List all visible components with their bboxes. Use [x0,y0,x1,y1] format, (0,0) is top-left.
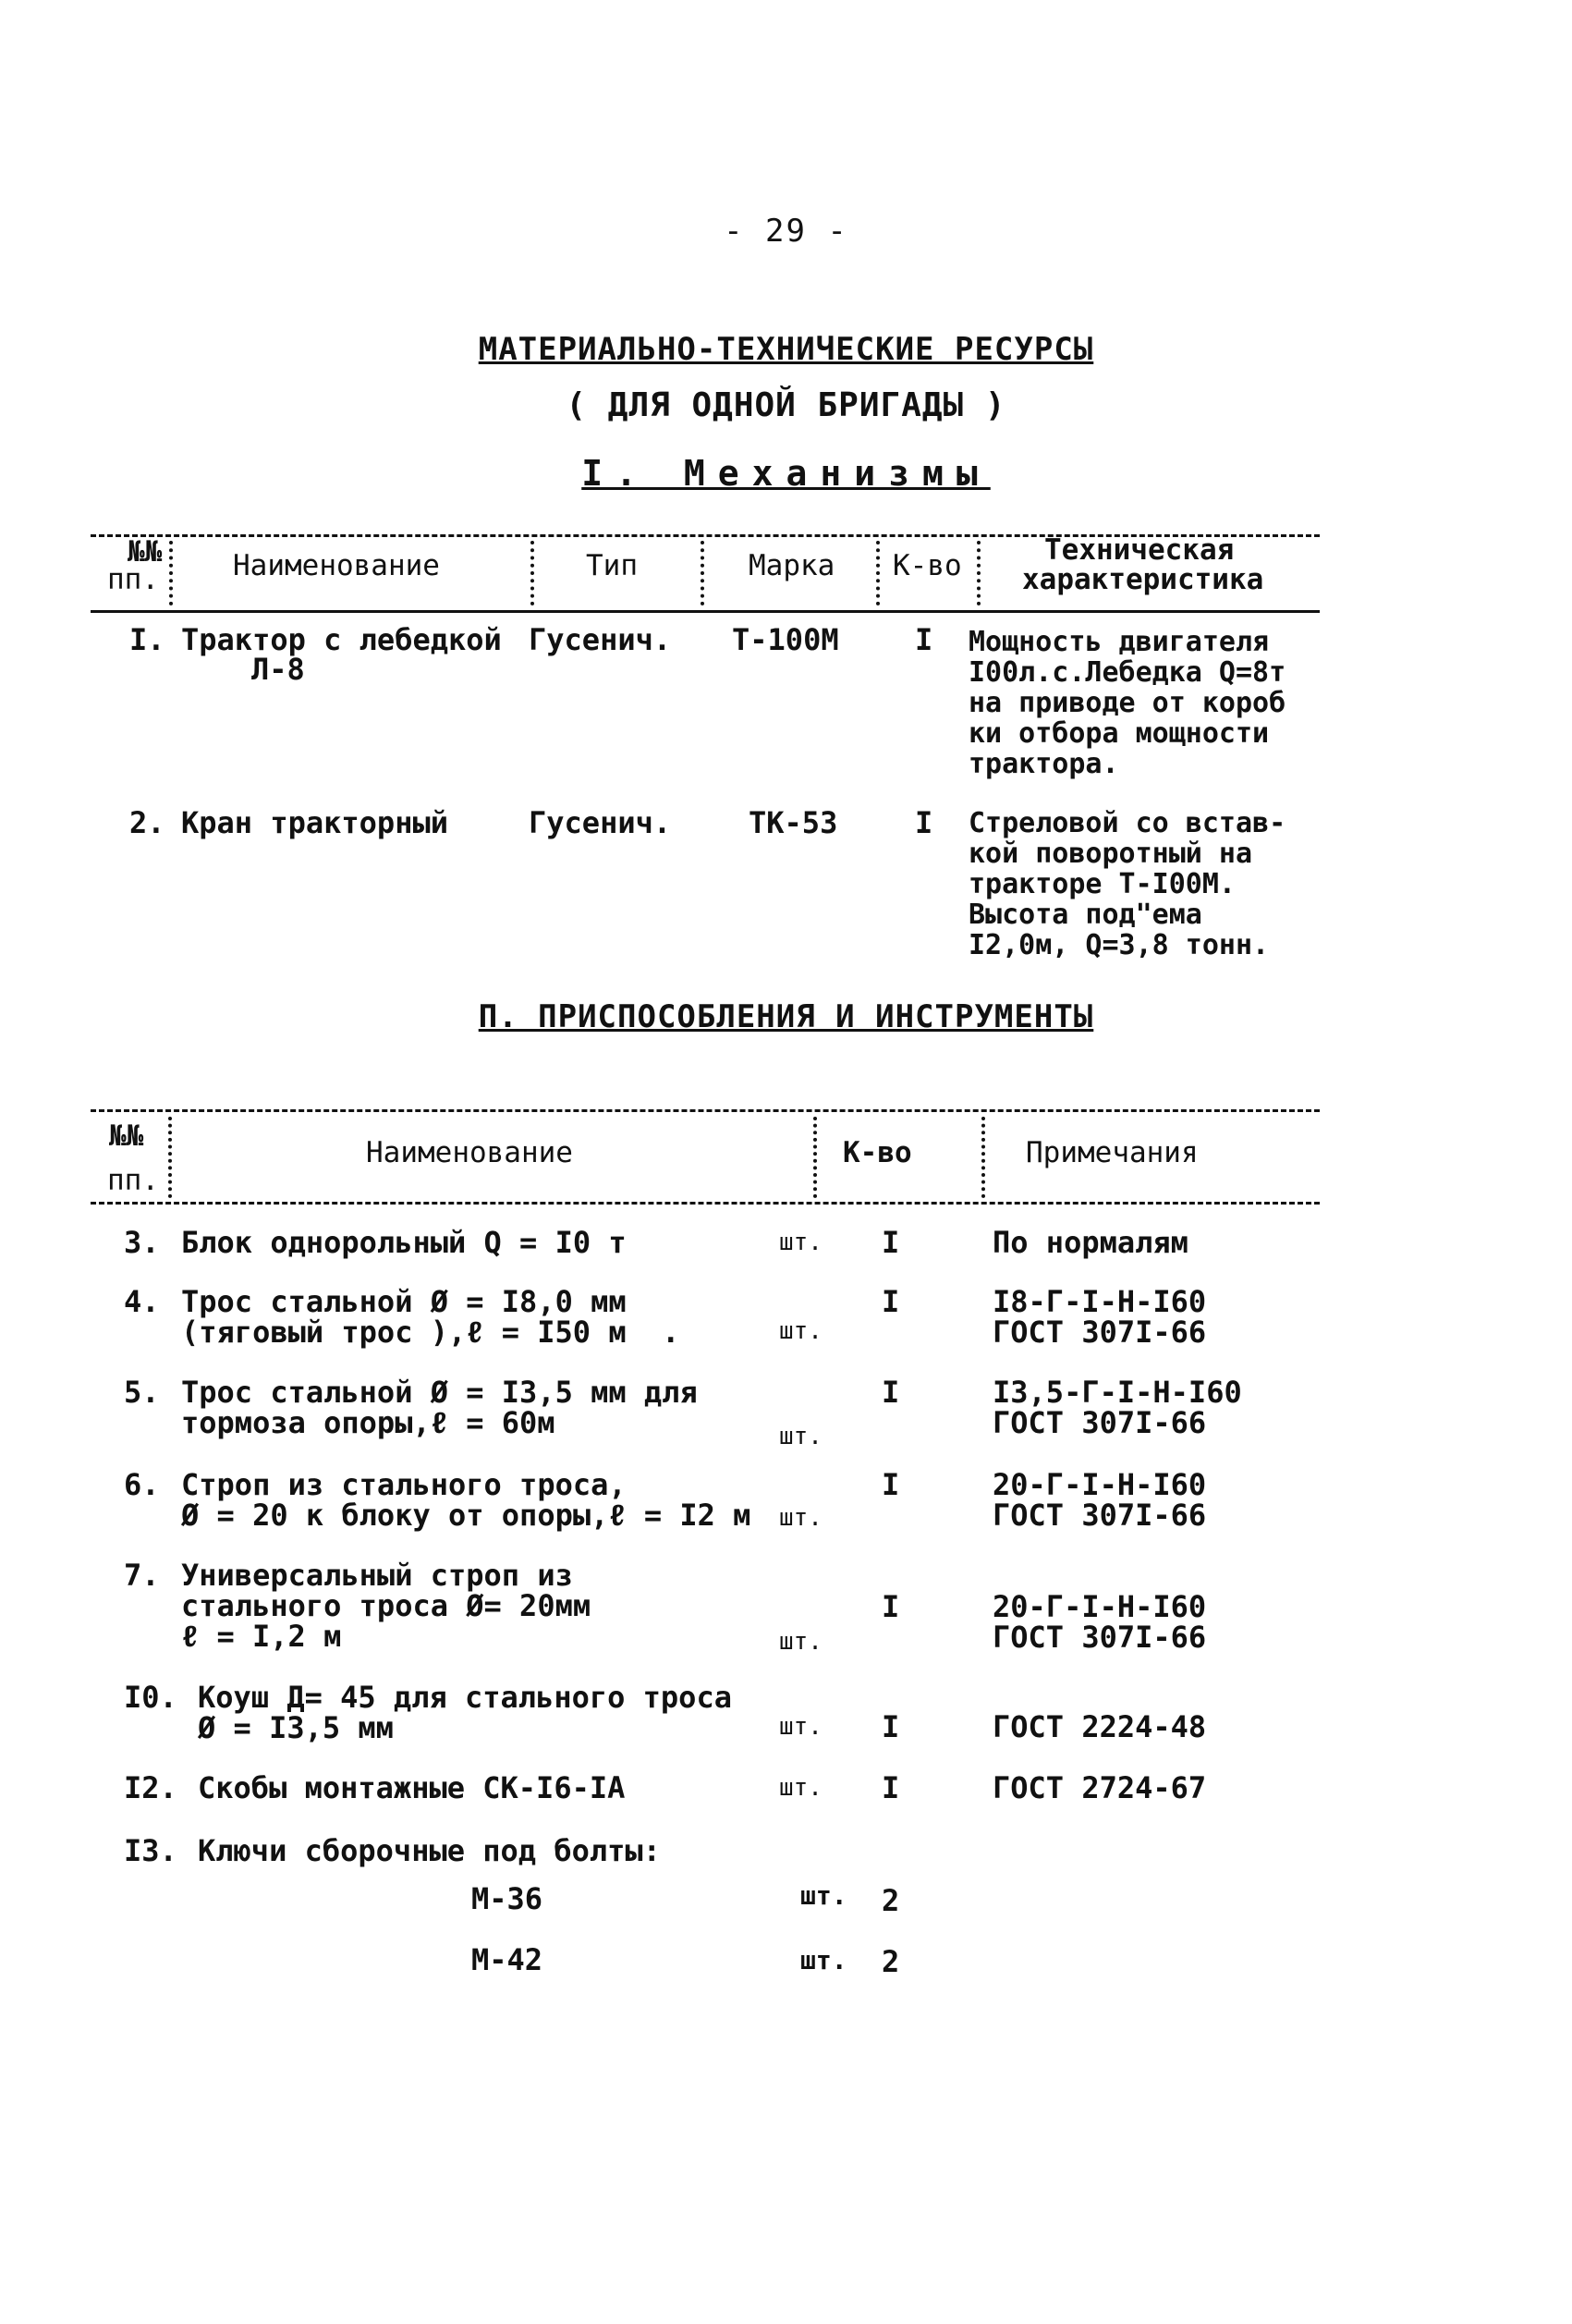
row-name: Коуш Д= 45 для стального троса Ø = I3,5 мм [198,1680,732,1745]
table2-top-rule [91,1109,1320,1112]
row-number: I. [129,622,165,657]
row-number: I0. [124,1680,177,1715]
row-unit: шт. [779,1317,823,1345]
row-note: 20-Г-I-Н-I60 ГОСТ 307I-66 [993,1589,1207,1655]
row-name-continued: Л-8 [251,652,305,687]
row-qty: I [882,1709,900,1744]
header-num-line1: №№ [128,535,163,569]
row-name: М-36 [471,1881,543,1916]
table1-col-separator [876,541,880,605]
row-unit: шт. [779,1229,823,1256]
section1-title: I. Механизмы [581,453,991,494]
header-num-line1: №№ [109,1119,144,1153]
row-qty: 2 [882,1944,900,1979]
row-unit: шт. [800,1945,847,1975]
row-type: Гусенич. [529,805,672,840]
row-name: Кран тракторный [181,805,448,840]
row-unit: шт. [800,1880,847,1911]
header-num-line2: пп. [107,563,159,596]
header-name: Наименование [233,549,440,582]
row-unit: шт. [779,1774,823,1802]
row-qty: I [882,1225,900,1260]
row-name: М-42 [471,1942,543,1977]
row-qty: 2 [882,1883,900,1918]
document-subtitle: ( ДЛЯ ОДНОЙ БРИГАДЫ ) [566,386,1006,424]
row-name: Строп из стального троса, Ø = 20 к блоку от опоры,ℓ = I2 м [181,1467,751,1533]
table2-col-separator [981,1117,985,1198]
row-unit: шт. [779,1628,823,1656]
header-tech-line1: Техническая [1044,533,1235,567]
row-name: Трактор с лебедкой [181,622,502,657]
row-number: 3. [124,1225,160,1260]
header-type: Тип [586,549,638,582]
row-note: I3,5-Г-I-Н-I60 ГОСТ 307I-66 [993,1375,1242,1440]
row-qty: I [882,1770,900,1805]
row-name: Универсальный строп из стального троса Ø= 20мм ℓ = I,2 м [181,1558,591,1654]
header-qty: К-во [843,1136,912,1169]
row-name: Блок однорольный Q = I0 т [181,1225,627,1260]
row-number: 2. [129,805,165,840]
row-number: I3. [124,1833,177,1868]
row-unit: шт. [779,1713,823,1741]
row-note: ГОСТ 2224-48 [993,1709,1207,1744]
header-tech-line2: характеристика [1022,563,1264,596]
row-brand: ТК-53 [749,805,838,840]
row-qty: I [882,1284,900,1319]
table1-col-separator [977,541,981,605]
row-note: 20-Г-I-Н-I60 ГОСТ 307I-66 [993,1467,1207,1533]
row-note: I8-Г-I-Н-I60 ГОСТ 307I-66 [993,1284,1207,1350]
row-unit: шт. [779,1504,823,1532]
row-note: ГОСТ 2724-67 [993,1770,1207,1805]
row-number: 5. [124,1375,160,1410]
table1-col-separator [701,541,704,605]
header-notes: Примечания [1026,1136,1199,1169]
row-qty: I [882,1589,900,1624]
row-number: 4. [124,1284,160,1319]
row-qty: I [915,805,933,840]
header-brand: Марка [749,549,835,582]
table1-col-separator [530,541,534,605]
row-qty: I [882,1375,900,1410]
header-num-line2: пп. [107,1164,159,1197]
table2-header-rule [91,1202,1320,1205]
table2-col-separator [168,1117,172,1198]
row-brand: Т-100М [732,622,839,657]
row-number: 6. [124,1467,160,1502]
table1-header-rule [91,610,1320,613]
row-name: Ключи сборочные под болты: [198,1833,661,1868]
row-name: Трос стальной Ø = I3,5 мм для тормоза опоры,ℓ = 60м [181,1375,698,1440]
document-title: МАТЕРИАЛЬНО-ТЕХНИЧЕСКИЕ РЕСУРСЫ [478,331,1094,368]
row-tech: Мощность двигателя I00л.с.Лебедка Q=8т на приводе от короб ки отбора мощности трактора. [969,626,1286,780]
row-type: Гусенич. [529,622,672,657]
header-qty: К-во [893,549,962,582]
row-qty: I [882,1467,900,1502]
row-tech: Стреловой со встав- кой поворотный на тракторе Т-I00М. Высота под"ема I2,0м, Q=3,8 тонн. [969,807,1286,961]
row-note: По нормалям [993,1225,1188,1260]
row-name: Скобы монтажные СК-I6-IА [198,1770,626,1805]
row-number: 7. [124,1558,160,1593]
section2-title: П. ПРИСПОСОБЛЕНИЯ И ИНСТРУМЕНТЫ [478,998,1094,1035]
row-unit: шт. [779,1423,823,1450]
row-name: Трос стальной Ø = I8,0 мм (тяговый трос ),ℓ = I50 м . [181,1284,680,1350]
row-qty: I [915,622,933,657]
row-number: I2. [124,1770,177,1805]
table2-col-separator [813,1117,817,1198]
page-number: - 29 - [724,213,848,250]
table1-col-separator [169,541,173,605]
header-name: Наименование [366,1136,573,1169]
